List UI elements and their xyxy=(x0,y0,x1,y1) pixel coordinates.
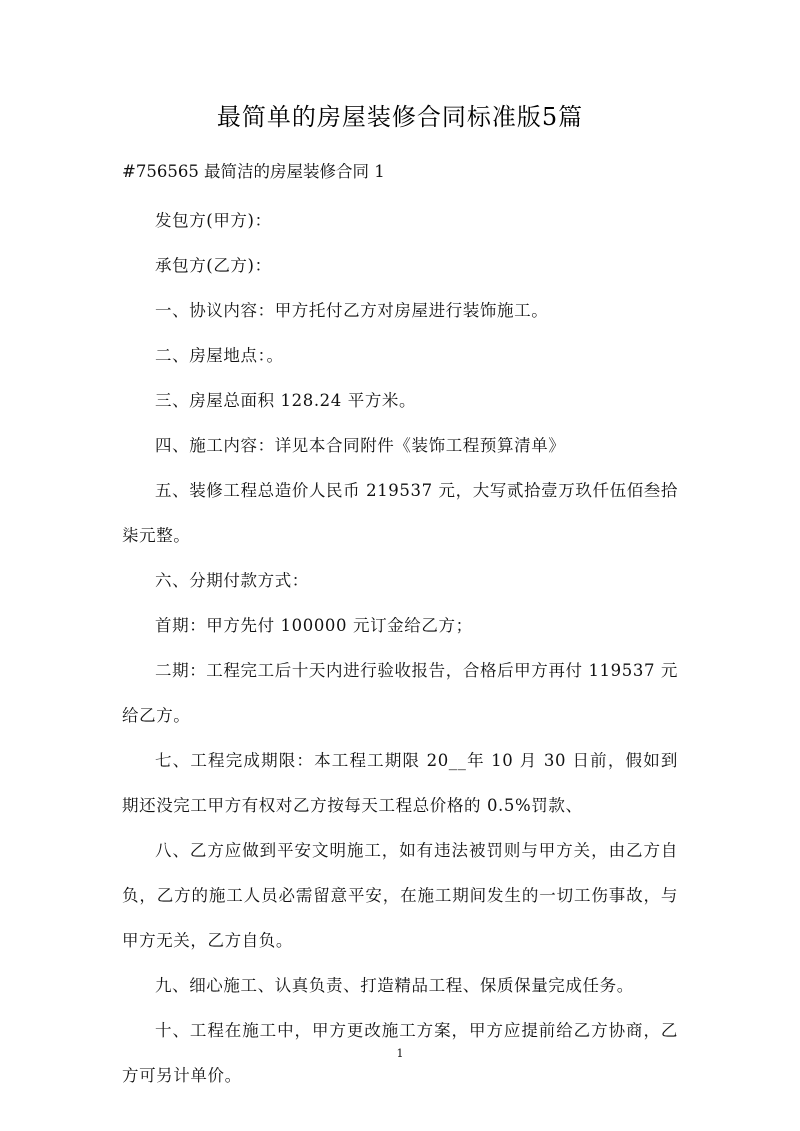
paragraph-party-a: 发包方(甲方)： xyxy=(155,211,272,230)
paragraph-completion-deadline: 七、工程完成期限：本工程工期限 20__年 10 月 30 日前，假如到期还没完工甲方有权对乙方按每天工程总价格的 0.5%罚款、 xyxy=(122,751,678,815)
paragraph-agreement-content: 一、协议内容：甲方托付乙方对房屋进行装饰施工。 xyxy=(155,301,549,320)
document-title: 最简单的房屋装修合同标准版5篇 xyxy=(216,103,584,131)
paragraph-quality: 九、细心施工、认真负责、打造精品工程、保质保量完成任务。 xyxy=(155,976,634,995)
paragraph-party-b: 承包方(乙方)： xyxy=(155,256,272,275)
document-subtitle: #756565 最简洁的房屋装修合同 1 xyxy=(122,162,385,181)
paragraph-second-payment: 二期：工程完工后十天内进行验收报告，合格后甲方再付 119537 元给乙方。 xyxy=(122,661,678,725)
paragraph-payment-method: 六、分期付款方式： xyxy=(155,571,309,590)
paragraph-house-location: 二、房屋地点：。 xyxy=(155,346,284,365)
paragraph-safety: 八、乙方应做到平安文明施工，如有违法被罚则与甲方关，由乙方自负，乙方的施工人员必需留意平安，在施工期间发生的一切工伤事故，与甲方无关，乙方自负。 xyxy=(122,841,678,950)
paragraph-total-cost: 五、装修工程总造价人民币 219537 元，大写贰拾壹万玖仟伍佰叁拾柒元整。 xyxy=(122,481,678,545)
paragraph-plan-change: 十、工程在施工中，甲方更改施工方案，甲方应提前给乙方协商，乙方可另计单价。 xyxy=(122,1021,678,1085)
paragraph-first-payment: 首期：甲方先付 100000 元订金给乙方； xyxy=(155,616,473,635)
contract-body xyxy=(122,198,678,1098)
page-number: 1 xyxy=(396,1047,404,1060)
paragraph-house-area: 三、房屋总面积 128.24 平方米。 xyxy=(155,391,417,410)
paragraph-construction-content: 四、施工内容：详见本合同附件《装饰工程预算清单》 xyxy=(155,436,566,455)
